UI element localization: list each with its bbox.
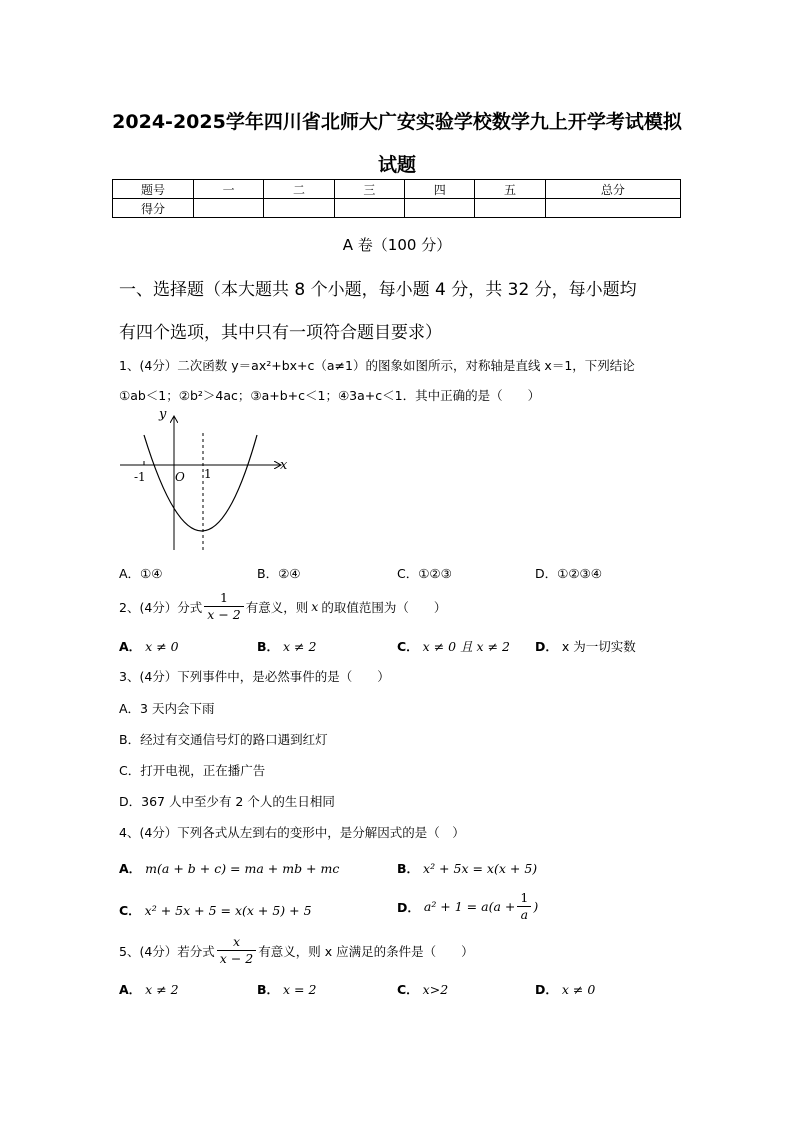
q3-option-d[interactable]: D．367 人中至少有 2 个人的生日相同 (119, 794, 335, 809)
q2-frac-num: 1 (204, 590, 243, 607)
q2-option-d-text: x 为一切实数 (561, 639, 636, 654)
q5-option-d-label: D． (535, 982, 558, 997)
q2-fraction (204, 590, 243, 623)
score-cell (194, 199, 264, 218)
score-header-cell: 二 (264, 180, 334, 199)
q5-frac-den: x − 2 (219, 951, 254, 966)
q5-option-a-label: A． (119, 982, 142, 997)
q2-option-a[interactable] (119, 637, 179, 655)
x-axis-label: x (280, 458, 288, 473)
q4-option-b-text: x² + 5x = x(x + 5) (423, 861, 538, 876)
score-cell (334, 199, 404, 218)
parabola-curve (144, 435, 257, 531)
q5-frac-num: x (217, 934, 256, 951)
q5-option-b[interactable] (257, 980, 316, 998)
q4-option-c[interactable] (119, 901, 312, 919)
q2-stem (119, 590, 446, 623)
tick-label-1: 1 (204, 467, 212, 481)
q1-stem-line1: 1、(4分）二次函数 y＝ax²+bx+c（a≠1）的图象如图所示，对称轴是直线 x＝1，下列结论 (119, 358, 635, 373)
q3-option-c[interactable]: C．打开电视，正在播广告 (119, 763, 266, 778)
score-header-cell: 题号 (113, 180, 194, 199)
q2-suffix2: 的取值范围为（ ） (321, 599, 447, 615)
score-table-header-row (113, 180, 681, 199)
score-cell (545, 199, 680, 218)
q1-parabola-graph (115, 405, 295, 555)
score-table (112, 179, 681, 218)
score-table-score-row (113, 199, 681, 218)
q5-prefix: 5、(4分）若分式 (119, 943, 215, 959)
q5-fraction (217, 934, 256, 967)
q4-option-d-label: D． (397, 899, 420, 915)
q1-option-c[interactable]: C．①②③ (397, 566, 452, 581)
q4-option-d-post: ) (533, 899, 539, 914)
q2-option-a-label: A． (119, 639, 142, 654)
q2-option-d[interactable] (535, 637, 636, 655)
q4-option-d-frac-den: a (520, 907, 529, 922)
q5-option-c[interactable] (397, 980, 448, 998)
section1-heading-line1: 一、选择题（本大题共 8 个小题，每小题 4 分，共 32 分，每小题均 (119, 280, 637, 300)
q5-suffix: 有意义，则 x 应满足的条件是（ ） (258, 943, 474, 959)
q5-option-a-text: x ≠ 2 (145, 982, 179, 997)
q2-option-c[interactable] (397, 637, 510, 655)
page-title-line2: 试题 (377, 154, 416, 176)
q4-option-a[interactable] (119, 859, 339, 877)
q5-option-b-text: x = 2 (283, 982, 317, 997)
score-cell (405, 199, 475, 218)
tick-label-neg1: -1 (134, 470, 146, 484)
score-header-cell: 一 (194, 180, 264, 199)
score-header-cell: 三 (334, 180, 404, 199)
q1-option-b[interactable]: B．②④ (257, 566, 301, 581)
q1-stem-line2: ①ab＜1；②b²＞4ac；③a+b+c＜1；④3a+c＜1．其中正确的是（ ） (119, 388, 541, 403)
q4-option-b[interactable] (397, 859, 537, 877)
score-header-cell: 五 (475, 180, 545, 199)
q4-option-d-frac-num: 1 (517, 890, 531, 907)
q4-option-d[interactable] (397, 890, 538, 923)
q5-option-b-label: B． (257, 982, 280, 997)
score-row-label: 得分 (113, 199, 194, 218)
score-cell (475, 199, 545, 218)
q3-option-a[interactable]: A．3 天内会下雨 (119, 701, 215, 716)
q1-option-d[interactable]: D．①②③④ (535, 566, 602, 581)
q5-option-d-text: x ≠ 0 (561, 982, 596, 997)
q4-option-c-label: C． (119, 903, 141, 918)
q2-option-c-label: C． (397, 639, 419, 654)
paper-a-heading: A 卷（100 分） (342, 236, 452, 254)
section1-heading-line2: 有四个选项，其中只有一项符合题目要求） (119, 323, 442, 343)
page-title-line1: 2024-2025学年四川省北师大广安实验学校数学九上开学考试模拟 (112, 111, 682, 133)
q5-option-d[interactable] (535, 980, 595, 998)
score-cell (264, 199, 334, 218)
q4-option-b-label: B． (397, 861, 420, 876)
q5-option-c-label: C． (397, 982, 419, 997)
q2-frac-den: x − 2 (207, 607, 241, 622)
q2-suffix: 有意义，则 (245, 599, 309, 615)
q3-option-b[interactable]: B．经过有交通信号灯的路口遇到红灯 (119, 732, 328, 747)
q4-option-d-pre: a² + 1 = a(a + (423, 899, 516, 914)
q2-option-b-label: B． (257, 639, 280, 654)
q5-option-c-text: x>2 (422, 982, 449, 997)
origin-label: O (175, 470, 185, 484)
y-axis-label: y (159, 407, 167, 422)
q2-option-d-label: D． (535, 639, 558, 654)
q1-option-a[interactable]: A．①④ (119, 566, 163, 581)
q2-option-a-text: x ≠ 0 (145, 639, 179, 654)
q4-option-d-fraction (517, 890, 531, 923)
q2-option-c-text: x ≠ 0 且 x ≠ 2 (422, 639, 510, 654)
score-header-cell: 四 (405, 180, 475, 199)
q2-prefix: 2、(4分）分式 (119, 599, 203, 615)
q4-option-a-label: A． (119, 861, 142, 876)
q2-option-b[interactable] (257, 637, 316, 655)
score-header-cell: 总分 (545, 180, 680, 199)
q2-option-b-text: x ≠ 2 (283, 639, 317, 654)
q3-stem: 3、(4分）下列事件中，是必然事件的是（ ） (119, 669, 390, 684)
q2-var: x (311, 599, 319, 614)
q4-option-c-text: x² + 5x + 5 = x(x + 5) + 5 (144, 903, 312, 918)
q5-stem (119, 934, 474, 967)
q4-stem: 4、(4分）下列各式从左到右的变形中，是分解因式的是（ ） (119, 825, 465, 840)
q4-option-a-text: m(a + b + c) = ma + mb + mc (145, 861, 340, 876)
q5-option-a[interactable] (119, 980, 179, 998)
